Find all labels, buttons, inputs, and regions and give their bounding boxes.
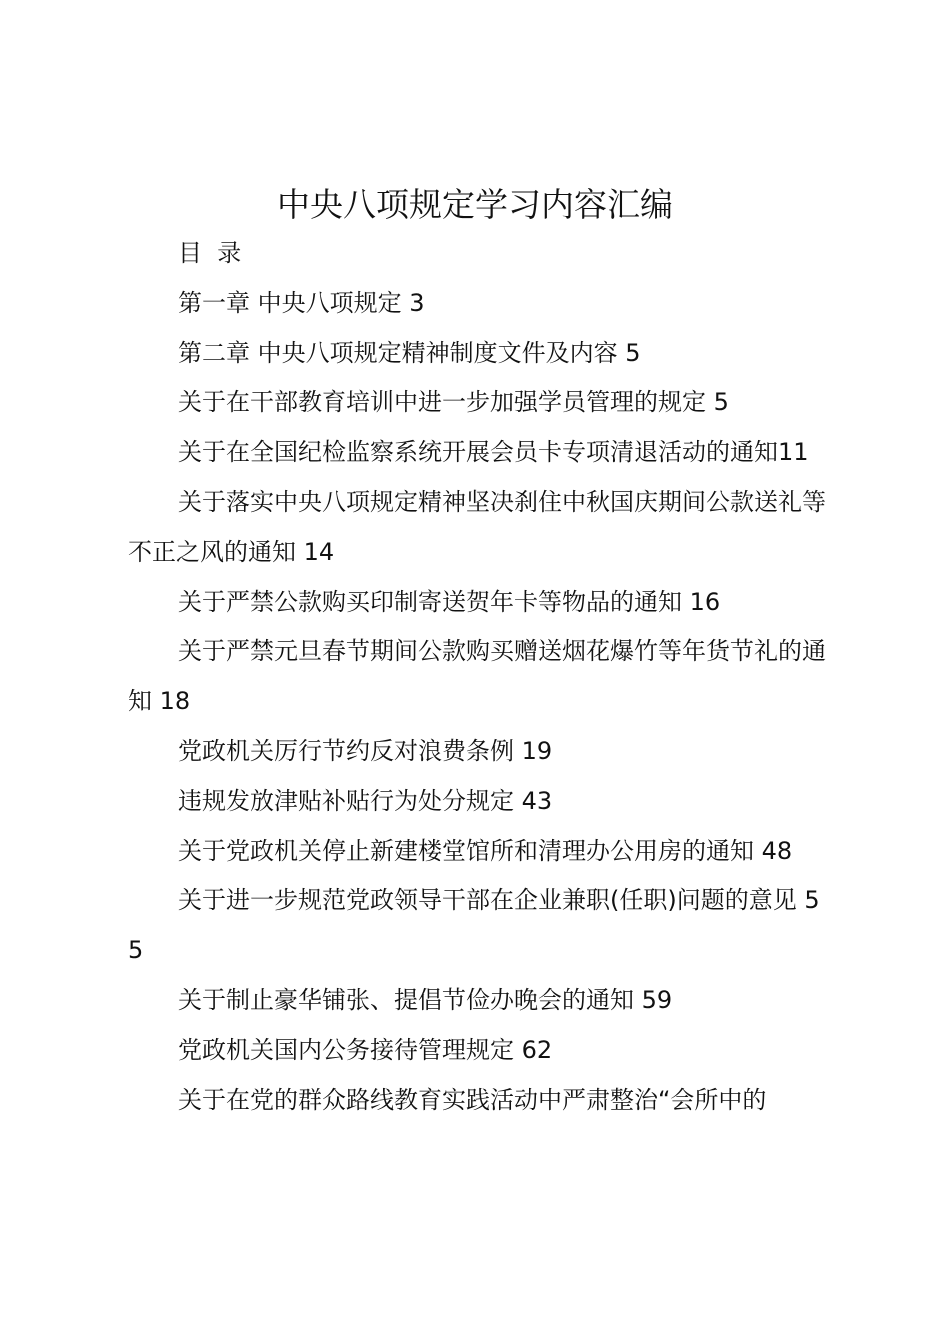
toc-entry: 关于严禁公款购买印制寄送贺年卡等物品的通知 16 — [178, 587, 721, 616]
table-of-contents — [128, 229, 834, 1125]
toc-entry: 关于进一步规范党政领导干部在企业兼职(任职)问题的意见 55 — [128, 886, 820, 965]
toc-entry: 关于在干部教育培训中进一步加强学员管理的规定 5 — [178, 388, 729, 417]
toc-entry: 违规发放津贴补贴行为处分规定 43 — [178, 786, 553, 815]
toc-entry: 党政机关厉行节约反对浪费条例 19 — [178, 736, 553, 765]
toc-heading: 目 录 — [178, 239, 242, 267]
toc-entry: 关于落实中央八项规定精神坚决刹住中秋国庆期间公款送礼等不正之风的通知 14 — [128, 487, 826, 566]
toc-entry: 关于党政机关停止新建楼堂馆所和清理办公用房的通知 48 — [178, 836, 793, 865]
toc-entry: 关于制止豪华铺张、提倡节俭办晚会的通知 59 — [178, 985, 673, 1014]
toc-entry: 党政机关国内公务接待管理规定 62 — [178, 1035, 553, 1064]
toc-entry: 关于在全国纪检监察系统开展会员卡专项清退活动的通知11 — [178, 438, 809, 467]
toc-entry: 关于严禁元旦春节期间公款购买赠送烟花爆竹等年货节礼的通知 18 — [128, 637, 826, 716]
toc-entry: 关于在党的群众路线教育实践活动中严肃整治“会所中的 — [178, 1085, 767, 1114]
document-title: 中央八项规定学习内容汇编 — [277, 185, 673, 224]
toc-entry: 第一章 中央八项规定 3 — [178, 288, 425, 317]
toc-entry: 第二章 中央八项规定精神制度文件及内容 5 — [178, 338, 641, 367]
